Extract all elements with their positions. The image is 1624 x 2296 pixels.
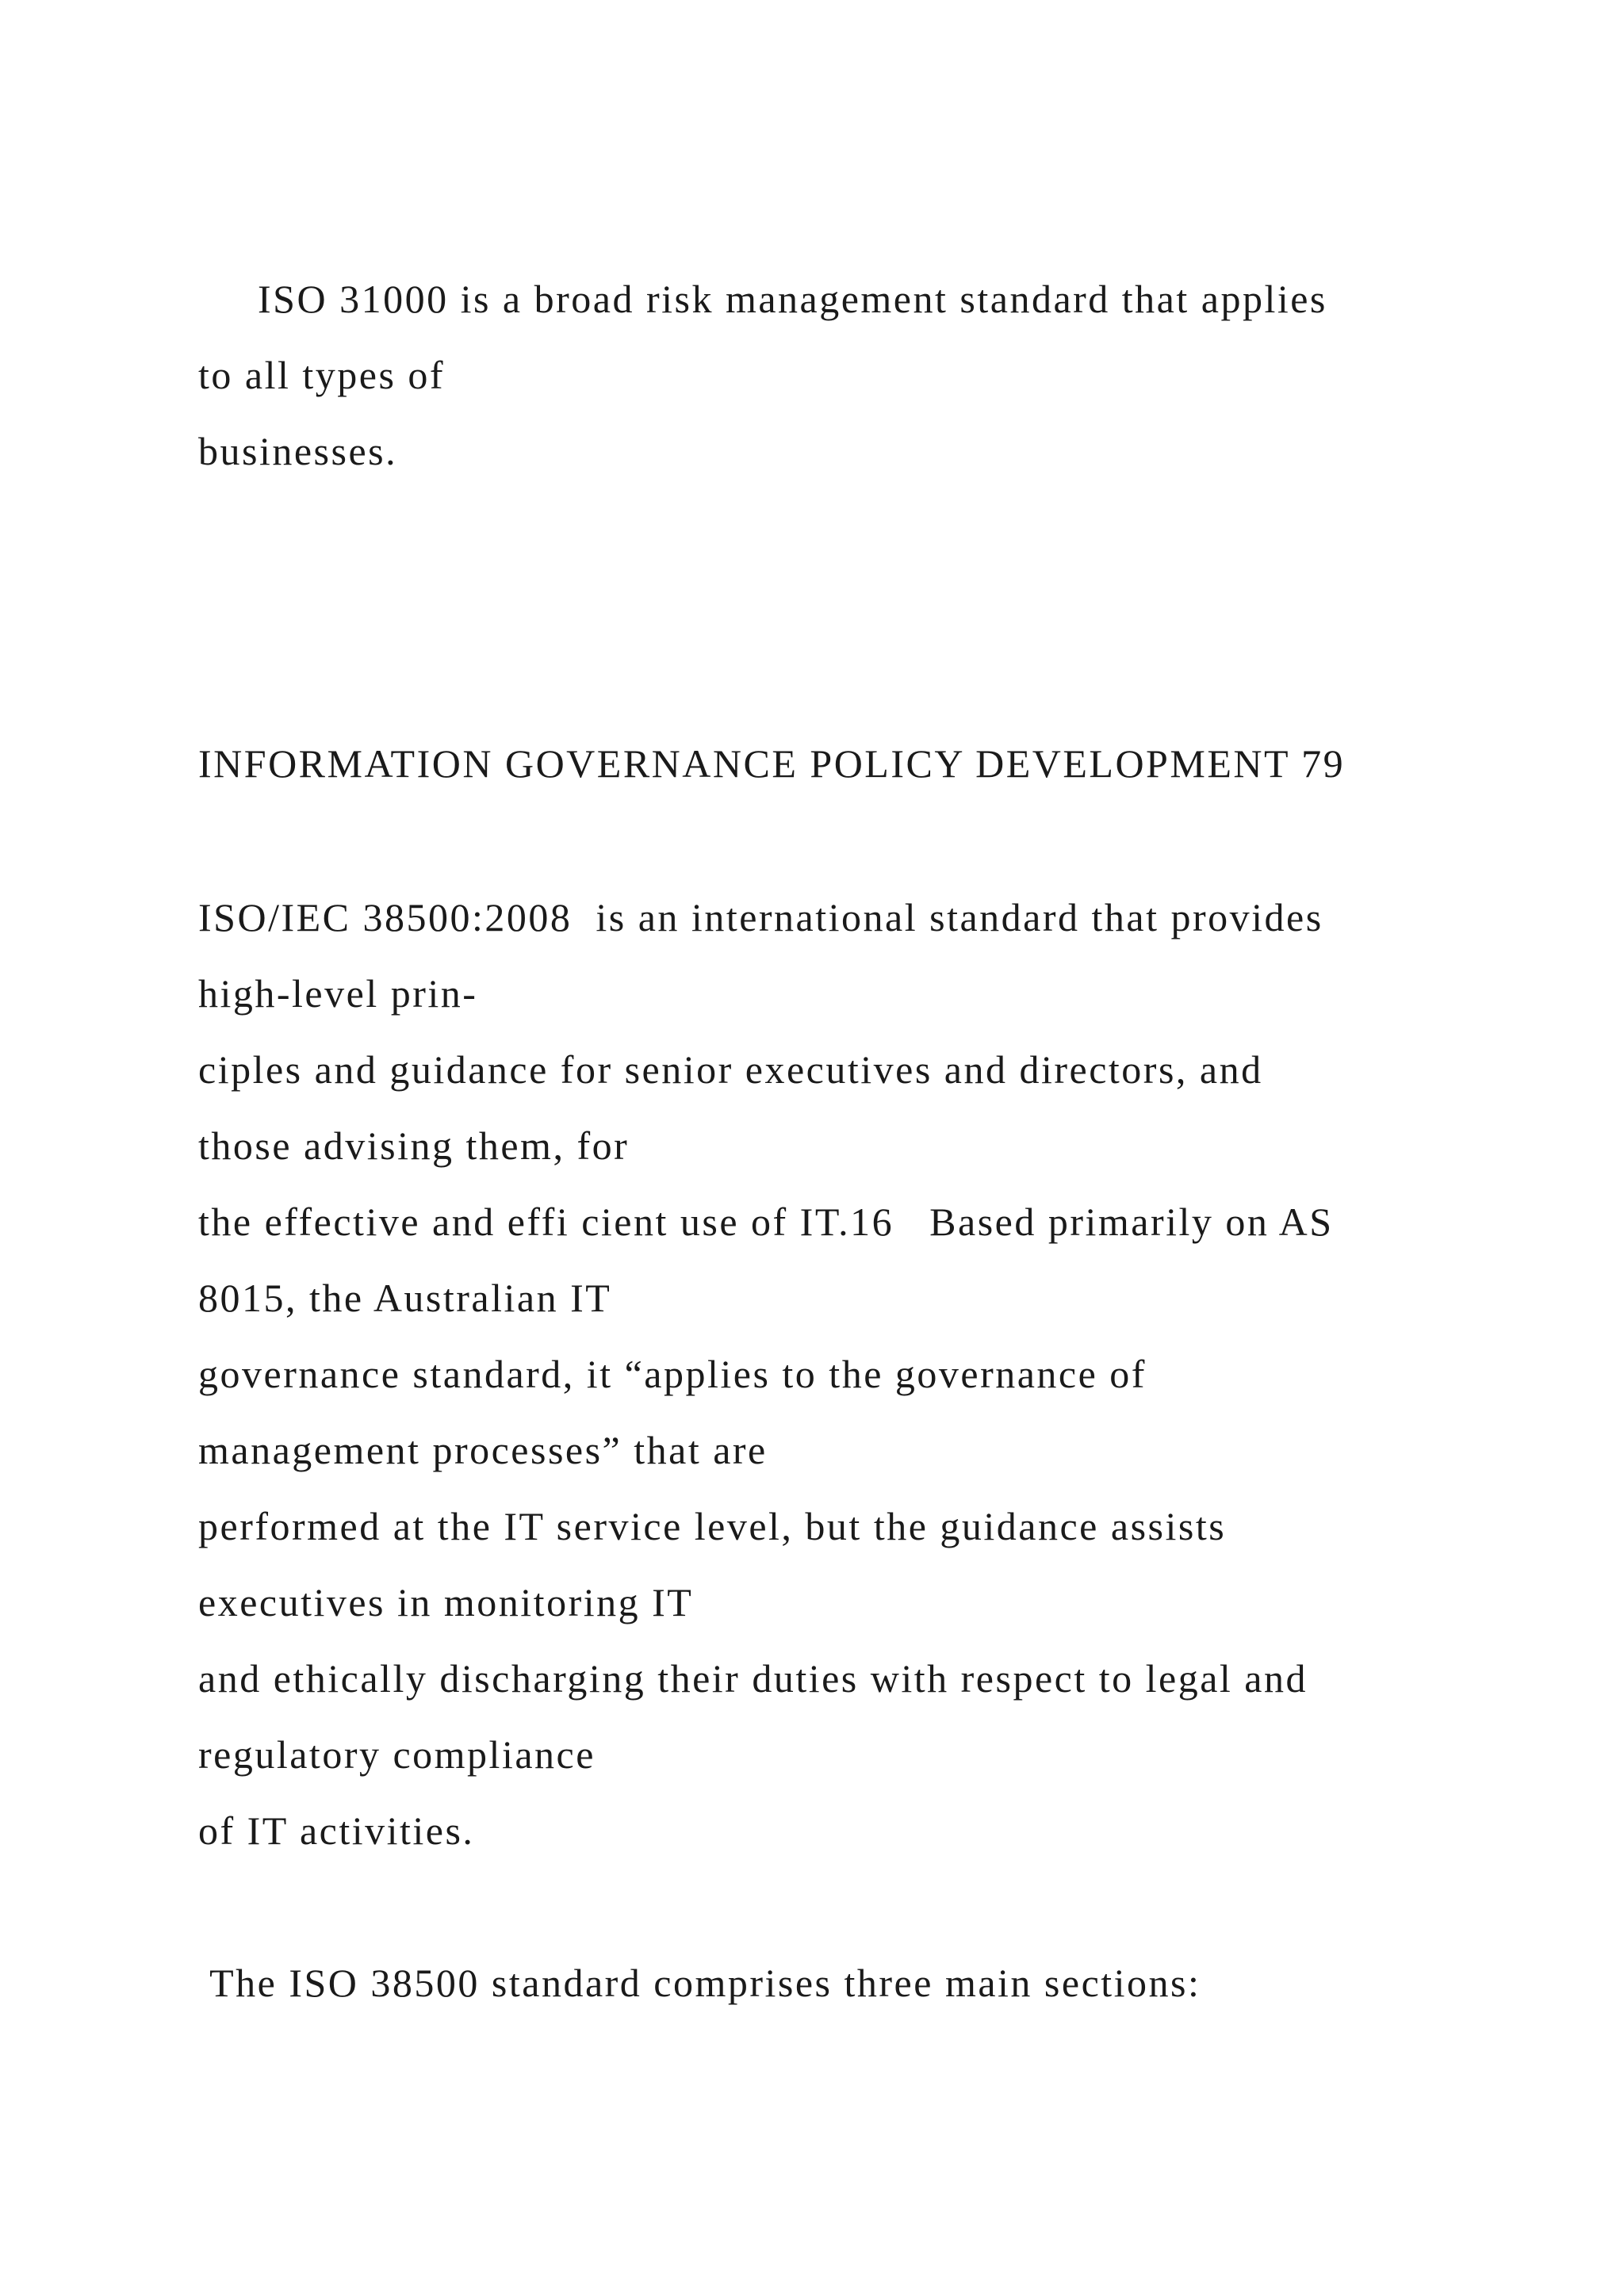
text-line: management processes” that are (198, 1428, 768, 1472)
text-line: high-level prin- (198, 971, 478, 1016)
running-header: INFORMATION GOVERNANCE POLICY DEVELOPMENT 79 (198, 741, 1346, 786)
text-line: governance standard, it “applies to the governance of (198, 1352, 1147, 1396)
text-line: performed at the IT service level, but the guidance assists (198, 1504, 1227, 1548)
text-line: executives in monitoring IT (198, 1580, 694, 1624)
text-line: those advising them, for (198, 1123, 630, 1168)
text-line: businesses. (198, 429, 398, 473)
text-line: ISO/IEC 38500:2008 is an international standard that provides (198, 895, 1323, 939)
text-line: 8015, the Australian IT (198, 1276, 612, 1320)
text-line: ISO 31000 is a broad risk management standard that applies (198, 277, 1327, 321)
text-line: ciples and guidance for senior executives and directors, and (198, 1047, 1263, 1092)
text-line: the effective and effi cient use of IT.16 Based primarily on AS (198, 1200, 1334, 1244)
text-line: to all types of (198, 353, 446, 397)
text-line: and ethically discharging their duties with respect to legal and (198, 1656, 1308, 1701)
text-line: of IT activities. (198, 1808, 475, 1853)
text-line: The ISO 38500 standard comprises three main sections: (198, 1961, 1201, 2005)
text-line: regulatory compliance (198, 1732, 596, 1777)
